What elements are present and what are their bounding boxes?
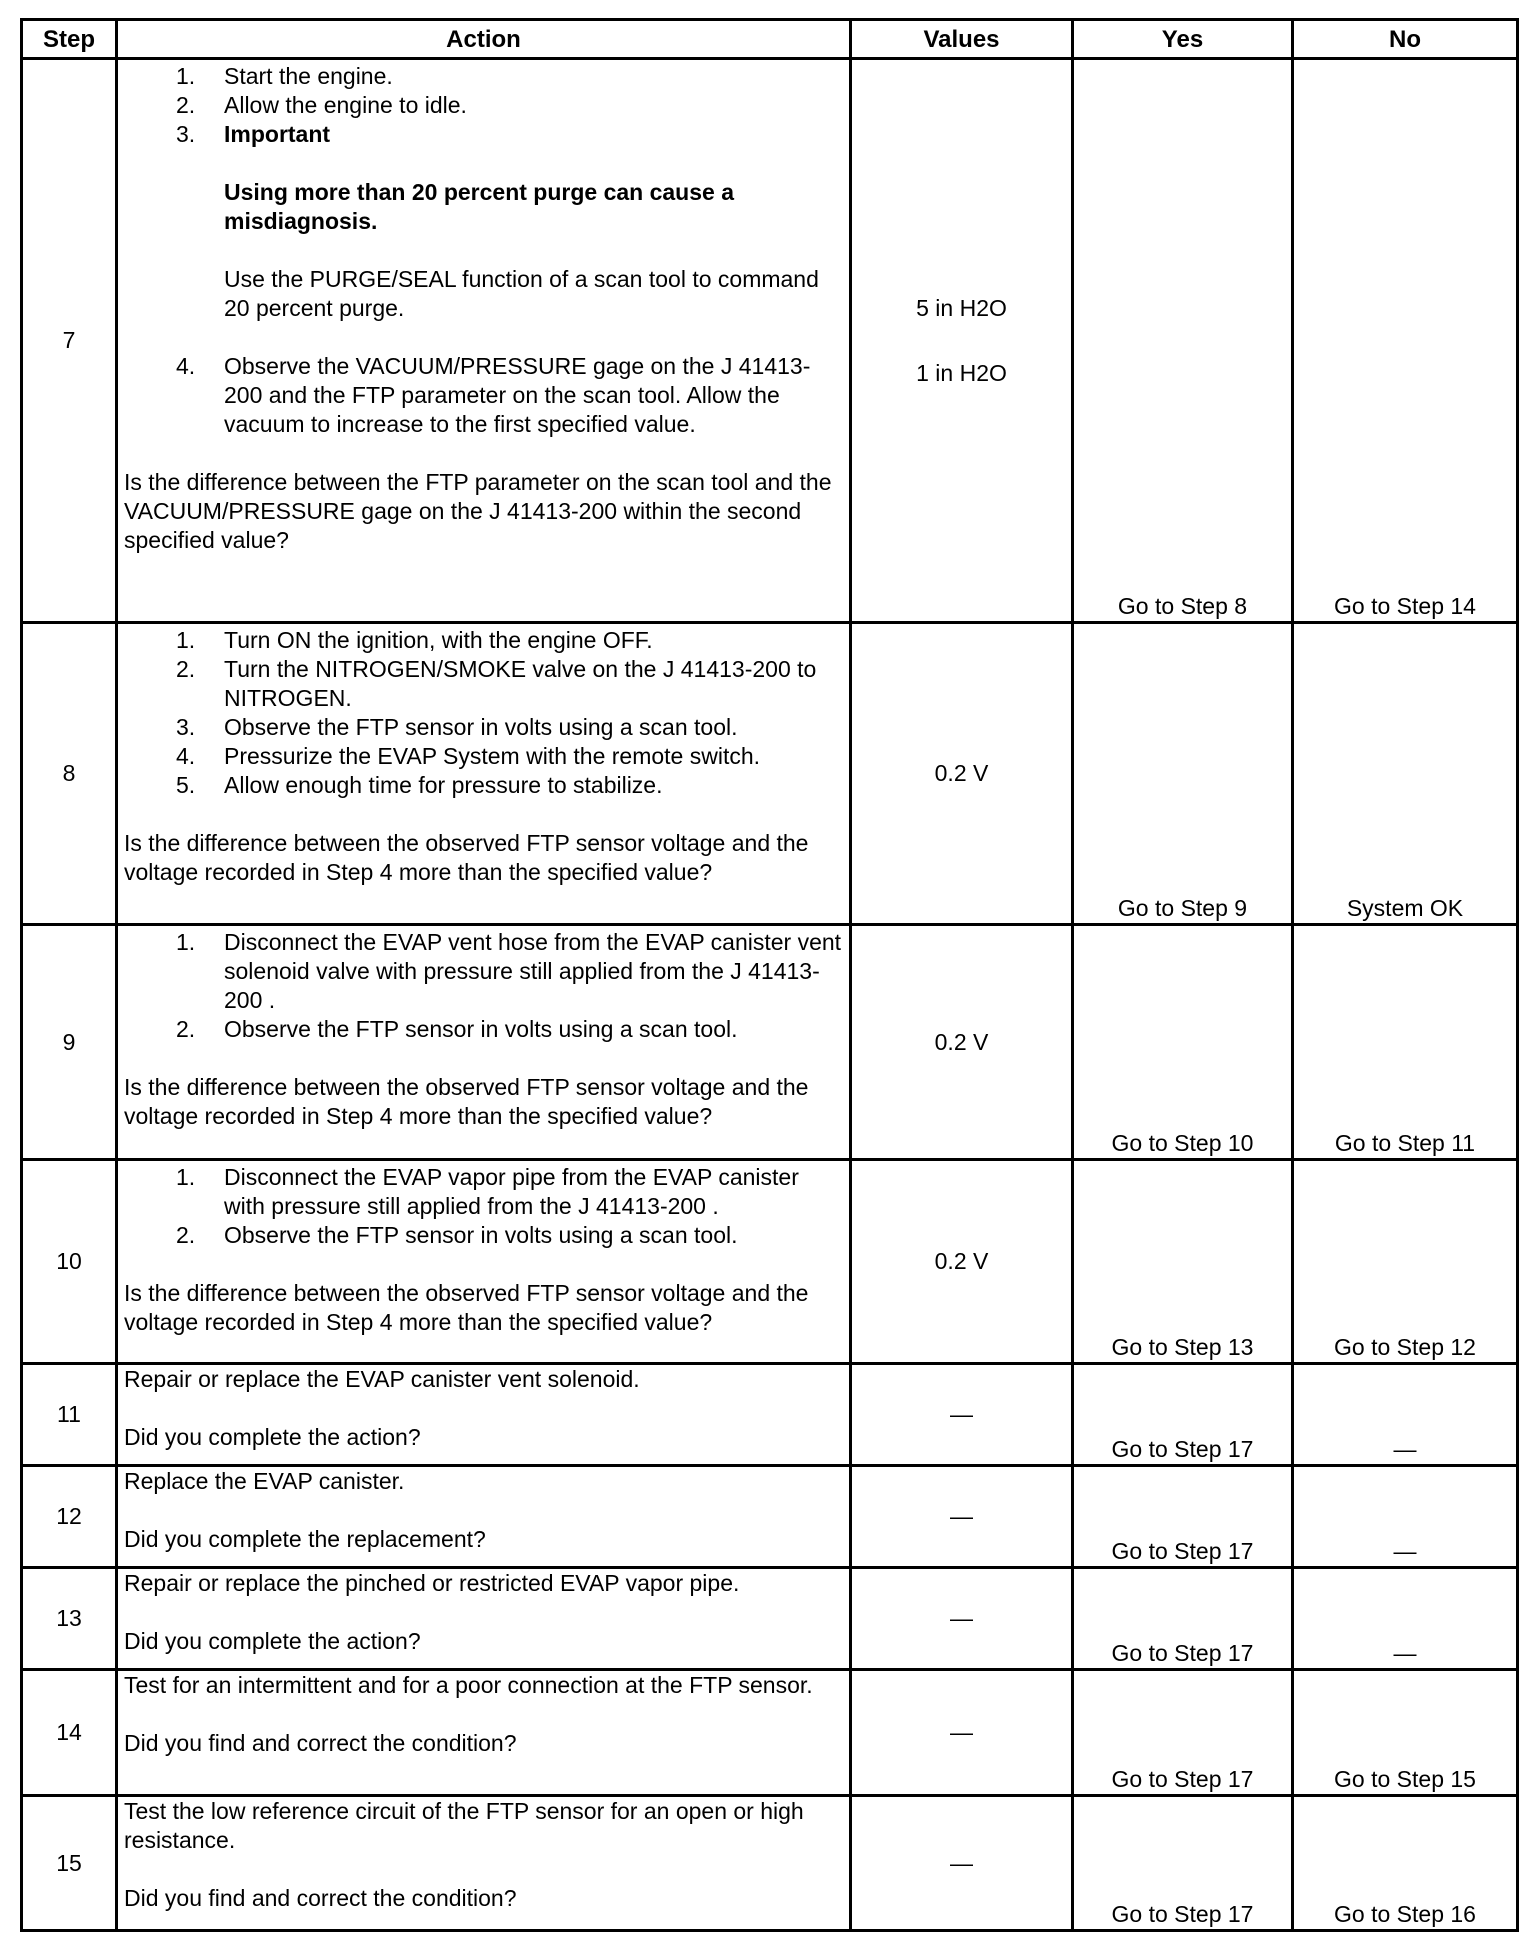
question-text: Is the difference between the FTP parameter on the scan tool and the VACUUM/PRESSURE gage on the J 41413-200 within the second specified value? <box>124 469 832 553</box>
action-cell <box>117 1670 851 1796</box>
item-text: Observe the VACUUM/PRESSURE gage on the J 41413-200 and the FTP parameter on the scan tool. Allow the vacuum to increase to the first specified value. <box>224 353 811 437</box>
no-cell: — <box>1293 1466 1518 1568</box>
action-text: Replace the EVAP canister. <box>124 1468 405 1495</box>
action-cell <box>117 59 851 623</box>
item-text: Disconnect the EVAP vapor pipe from the EVAP canister with pressure still applied from the J 41413-200 . <box>224 1164 799 1220</box>
question-text: Is the difference between the observed FTP sensor voltage and the voltage recorded in Step 4 more than the specified value? <box>124 1073 809 1129</box>
list-item: 4. Pressurize the EVAP System with the remote switch. <box>176 743 761 770</box>
item-text: Observe the FTP sensor in volts using a scan tool. <box>224 714 738 741</box>
question-text: Is the difference between the observed FTP sensor voltage and the voltage recorded in Step 4 more than the specified value? <box>124 830 809 886</box>
header-step: Step <box>22 20 117 59</box>
no-cell: — <box>1293 1568 1518 1670</box>
no-cell: Go to Step 11 <box>1293 924 1518 1160</box>
important-instruction: Use the PURGE/SEAL function of a scan tool to command 20 percent purge. <box>224 266 819 321</box>
action-cell <box>117 1796 851 1931</box>
item-text: Observe the FTP sensor in volts using a scan tool. <box>224 1222 738 1249</box>
list-item: 2. Allow the engine to idle. <box>176 92 467 118</box>
item-text: Disconnect the EVAP vent hose from the EVAP canister vent solenoid valve with pressure still applied from the J 41413-200 . <box>224 928 842 1013</box>
values-cell: — <box>851 1466 1073 1568</box>
list-item: 5. Allow enough time for pressure to stabilize. <box>176 772 663 799</box>
no-cell: Go to Step 14 <box>1293 59 1518 623</box>
yes-cell: Go to Step 17 <box>1073 1568 1293 1670</box>
step-number: 13 <box>22 1568 117 1670</box>
item-text: Allow enough time for pressure to stabilize. <box>224 772 663 799</box>
important-heading: Important <box>224 121 331 147</box>
step-number: 12 <box>22 1466 117 1568</box>
no-cell: Go to Step 16 <box>1293 1796 1518 1931</box>
action-list <box>124 62 843 439</box>
yes-cell: Go to Step 17 <box>1073 1796 1293 1931</box>
yes-cell: Go to Step 9 <box>1073 623 1293 924</box>
action-text: Repair or replace the pinched or restricted EVAP vapor pipe. <box>124 1570 740 1597</box>
action-cell <box>117 1568 851 1670</box>
action-text: Test for an intermittent and for a poor connection at the FTP sensor. <box>124 1672 813 1699</box>
values-cell <box>851 59 1073 623</box>
values-cell: — <box>851 1364 1073 1466</box>
values-cell: — <box>851 1796 1073 1931</box>
yes-cell: Go to Step 10 <box>1073 924 1293 1160</box>
value-text: 1 in H2O <box>916 359 1007 386</box>
yes-cell: Go to Step 17 <box>1073 1670 1293 1796</box>
question-text: Did you find and correct the condition? <box>124 1885 517 1912</box>
table-row <box>22 1670 1518 1796</box>
table-row <box>22 924 1518 1160</box>
item-text: Observe the FTP sensor in volts using a scan tool. <box>224 1015 738 1042</box>
action-list <box>124 928 843 1044</box>
list-item: 2. Observe the FTP sensor in volts using a scan tool. <box>176 1015 738 1042</box>
item-text: Allow the engine to idle. <box>224 92 467 118</box>
values-cell: 0.2 V <box>851 623 1073 924</box>
header-values: Values <box>851 20 1073 59</box>
list-item: 1. Start the engine. <box>176 63 393 89</box>
question-text: Is the difference between the observed FTP sensor voltage and the voltage recorded in Step 4 more than the specified value? <box>124 1280 809 1336</box>
header-yes: Yes <box>1073 20 1293 59</box>
action-list <box>124 626 843 800</box>
item-text: Turn the NITROGEN/SMOKE valve on the J 41413-200 to NITROGEN. <box>224 656 817 712</box>
yes-cell: Go to Step 8 <box>1073 59 1293 623</box>
list-item: 1. Turn ON the ignition, with the engine OFF. <box>176 627 653 654</box>
action-cell <box>117 1160 851 1364</box>
step-number: 14 <box>22 1670 117 1796</box>
no-cell: — <box>1293 1364 1518 1466</box>
step-number: 9 <box>22 924 117 1160</box>
list-item: 3. Observe the FTP sensor in volts using a scan tool. <box>176 714 738 741</box>
step-number: 10 <box>22 1160 117 1364</box>
action-text: Repair or replace the EVAP canister vent solenoid. <box>124 1366 640 1393</box>
step-number: 7 <box>22 59 117 623</box>
action-list <box>124 1163 843 1250</box>
yes-cell: Go to Step 17 <box>1073 1466 1293 1568</box>
yes-cell: Go to Step 17 <box>1073 1364 1293 1466</box>
action-text: Test the low reference circuit of the FTP sensor for an open or high resistance. <box>124 1798 804 1854</box>
question-text: Did you complete the replacement? <box>124 1526 486 1553</box>
item-text: Turn ON the ignition, with the engine OFF. <box>224 627 653 654</box>
action-cell <box>117 924 851 1160</box>
question-text: Did you complete the action? <box>124 1424 421 1451</box>
action-cell <box>117 623 851 924</box>
step-number: 8 <box>22 623 117 924</box>
table-row <box>22 1796 1518 1931</box>
no-cell: Go to Step 12 <box>1293 1160 1518 1364</box>
action-cell <box>117 1466 851 1568</box>
values-cell: 0.2 V <box>851 1160 1073 1364</box>
table-row <box>22 623 1518 924</box>
value-text: 5 in H2O <box>916 294 1007 321</box>
table-row <box>22 1160 1518 1364</box>
yes-cell: Go to Step 13 <box>1073 1160 1293 1364</box>
question-text: Did you find and correct the condition? <box>124 1730 517 1757</box>
header-action: Action <box>117 20 851 59</box>
question-text: Did you complete the action? <box>124 1628 421 1655</box>
values-cell: 0.2 V <box>851 924 1073 1160</box>
table-row <box>22 59 1518 623</box>
action-cell <box>117 1364 851 1466</box>
header-no: No <box>1293 20 1518 59</box>
step-number: 11 <box>22 1364 117 1466</box>
item-text: Pressurize the EVAP System with the remote switch. <box>224 743 761 770</box>
values-cell: — <box>851 1670 1073 1796</box>
values-cell: — <box>851 1568 1073 1670</box>
list-item: 1. Disconnect the EVAP vapor pipe from the EVAP canister with pressure still applied from the J 41413-200 . <box>176 1164 799 1220</box>
list-item: 2. Observe the FTP sensor in volts using a scan tool. <box>176 1222 738 1249</box>
list-item: 1. Disconnect the EVAP vent hose from the EVAP canister vent solenoid valve with pressure still applied from the J 41413-200 . <box>176 928 842 1013</box>
important-note: Using more than 20 percent purge can cause a misdiagnosis. <box>224 179 734 234</box>
no-cell: Go to Step 15 <box>1293 1670 1518 1796</box>
item-text: Start the engine. <box>224 63 393 89</box>
table-row <box>22 1466 1518 1568</box>
table-row <box>22 1568 1518 1670</box>
diagnostic-table <box>20 18 1519 1932</box>
table-row <box>22 1364 1518 1466</box>
step-number: 15 <box>22 1796 117 1931</box>
no-cell: System OK <box>1293 623 1518 924</box>
list-item: 2. Turn the NITROGEN/SMOKE valve on the J 41413-200 to NITROGEN. <box>176 656 817 712</box>
list-item: 4. Observe the VACUUM/PRESSURE gage on the J 41413-200 and the FTP parameter on the scan tool. Allow the vacuum to increase to the first specified value. <box>176 353 811 437</box>
list-item: 3. Important Using more than 20 percent purge can cause a misdiagnosis. Use the PURGE/SEAL function of a scan tool to command 20 percent purge. <box>124 120 843 323</box>
header-row <box>22 20 1518 59</box>
